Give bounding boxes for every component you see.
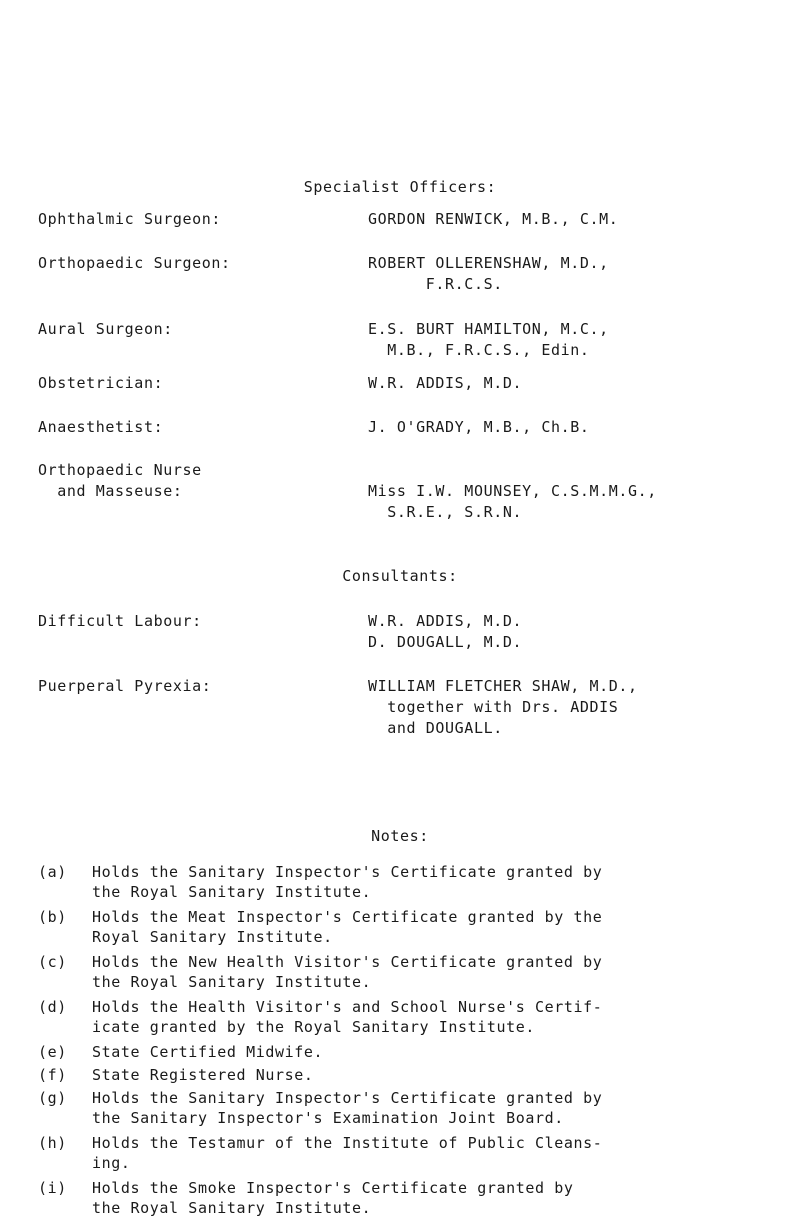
note-letter: (e): [38, 1043, 67, 1061]
consultant-role: Difficult Labour:: [38, 612, 202, 630]
officer-role: Orthopaedic Surgeon:: [38, 254, 231, 272]
officer-role: Ophthalmic Surgeon:: [38, 210, 221, 228]
note-text: State Certified Midwife.: [92, 1043, 324, 1061]
note-letter: (b): [38, 908, 67, 926]
officer-name: Miss I.W. MOUNSEY, C.S.M.M.G., S.R.E., S.R.N.: [368, 482, 657, 521]
consultant-role: Puerperal Pyrexia:: [38, 677, 212, 695]
specialist-officers-heading: Specialist Officers:: [303, 178, 497, 196]
note-text: Holds the Sanitary Inspector's Certificate granted by the Royal Sanitary Institute.: [92, 863, 603, 901]
officer-name: ROBERT OLLERENSHAW, M.D., F.R.C.S.: [368, 254, 609, 293]
consultant-name: W.R. ADDIS, M.D. D. DOUGALL, M.D.: [368, 612, 523, 651]
note-letter: (a): [38, 863, 67, 881]
note-letter: (g): [38, 1089, 67, 1107]
note-text: Holds the New Health Visitor's Certificate granted by the Royal Sanitary Institute.: [92, 953, 603, 991]
note-text: Holds the Health Visitor's and School Nurse's Certif- icate granted by the Royal Sanitary Institute.: [92, 998, 603, 1036]
note-text: State Registered Nurse.: [92, 1066, 314, 1084]
note-letter: (i): [38, 1179, 67, 1197]
officer-name: J. O'GRADY, M.B., Ch.B.: [368, 418, 590, 436]
note-letter: (h): [38, 1134, 67, 1152]
note-letter: (d): [38, 998, 67, 1016]
consultants-heading: Consultants:: [342, 567, 458, 585]
note-text: Holds the Sanitary Inspector's Certificate granted by the Sanitary Inspector's Examination Joint Board.: [92, 1089, 603, 1127]
officer-role: Obstetrician:: [38, 374, 164, 392]
consultant-name: WILLIAM FLETCHER SHAW, M.D., together with Drs. ADDIS and DOUGALL.: [368, 677, 638, 737]
officer-name: GORDON RENWICK, M.B., C.M.: [368, 210, 619, 228]
officer-name: E.S. BURT HAMILTON, M.C., M.B., F.R.C.S., Edin.: [368, 320, 609, 359]
note-text: Holds the Testamur of the Institute of Public Cleans- ing.: [92, 1134, 603, 1172]
officer-role: Anaesthetist:: [38, 418, 164, 436]
note-text: Holds the Meat Inspector's Certificate granted by the Royal Sanitary Institute.: [92, 908, 603, 946]
notes-heading: Notes:: [371, 827, 429, 845]
note-letter: (f): [38, 1066, 67, 1084]
note-letter: (c): [38, 953, 67, 971]
officer-name: W.R. ADDIS, M.D.: [368, 374, 523, 392]
officer-role: Aural Surgeon:: [38, 320, 173, 338]
note-text: Holds the Smoke Inspector's Certificate granted by the Royal Sanitary Institute.: [92, 1179, 574, 1217]
officer-role: Orthopaedic Nurse and Masseuse:: [38, 461, 202, 500]
